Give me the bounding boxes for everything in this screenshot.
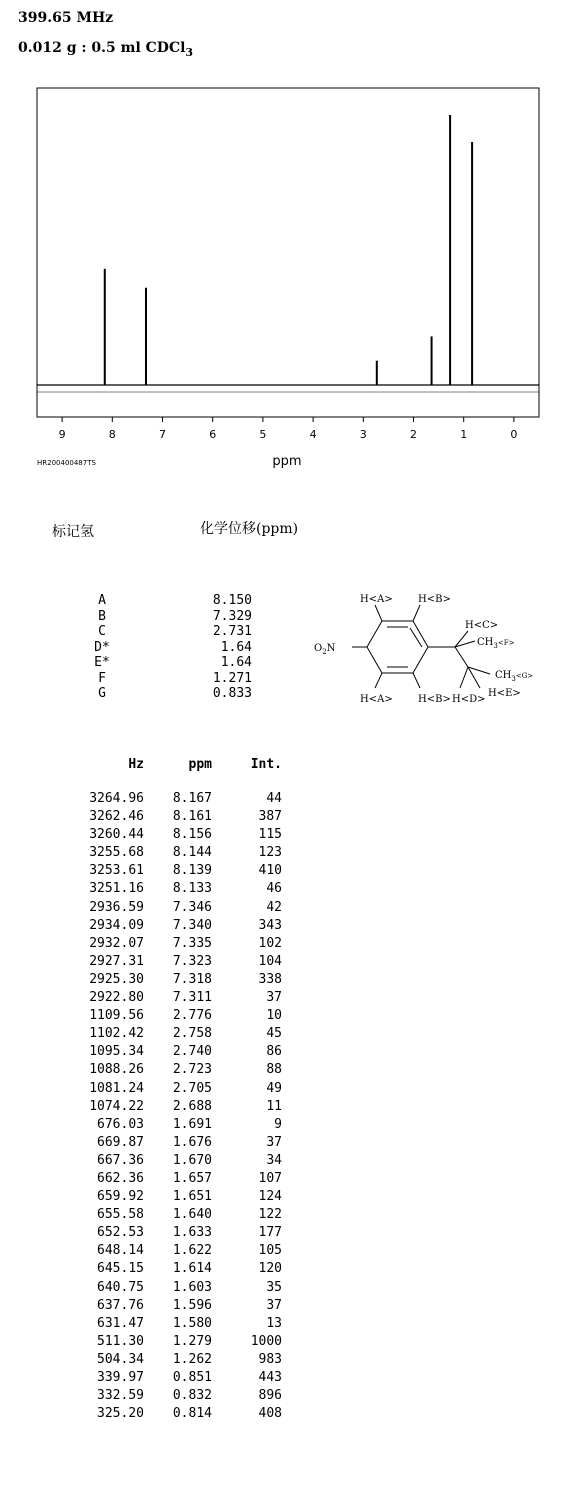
table-row bbox=[60, 1369, 282, 1387]
cell-ppm: 8.133 bbox=[172, 881, 212, 897]
cell-hz: 2925.30 bbox=[89, 971, 144, 987]
cell-int: 42 bbox=[266, 899, 282, 915]
cell-ppm: 7.318 bbox=[172, 971, 212, 987]
cell-ppm: 7.311 bbox=[172, 990, 212, 1006]
assignment-label: C bbox=[98, 624, 106, 639]
cell-ppm: 8.156 bbox=[172, 827, 212, 843]
cell-hz: 3262.46 bbox=[89, 809, 144, 825]
table-row bbox=[60, 1206, 282, 1224]
table-row bbox=[60, 1297, 282, 1315]
cell-hz: 3264.96 bbox=[89, 791, 144, 806]
table-row bbox=[60, 971, 282, 989]
assignment-labels bbox=[82, 593, 122, 702]
assignment-shifts bbox=[172, 593, 252, 702]
cell-int: 105 bbox=[258, 1243, 282, 1259]
cell-int: 983 bbox=[258, 1351, 282, 1367]
cell-int: 35 bbox=[266, 1279, 282, 1295]
cell-hz: 1109.56 bbox=[89, 1008, 144, 1024]
table-row bbox=[60, 1260, 282, 1278]
header-hz: Hz bbox=[128, 757, 144, 772]
cell-int: 123 bbox=[258, 845, 282, 861]
cell-int: 45 bbox=[266, 1026, 282, 1042]
x-tick-label: 9 bbox=[58, 428, 66, 441]
table-row bbox=[60, 1351, 282, 1369]
cell-ppm: 2.723 bbox=[172, 1062, 212, 1078]
cell-ppm: 8.144 bbox=[172, 845, 212, 861]
peak-table-header bbox=[60, 754, 282, 776]
cell-ppm: 1.676 bbox=[172, 1134, 212, 1150]
cell-hz: 631.47 bbox=[97, 1315, 144, 1331]
cell-hz: 2932.07 bbox=[89, 935, 144, 951]
cell-ppm: 0.851 bbox=[172, 1370, 212, 1385]
cell-int: 410 bbox=[258, 863, 282, 879]
header-ppm: ppm bbox=[188, 757, 212, 772]
cell-hz: 652.53 bbox=[97, 1225, 144, 1241]
sample-subscript: 3 bbox=[185, 45, 194, 59]
structure-diagram bbox=[300, 584, 570, 714]
cell-int: 9 bbox=[274, 1116, 282, 1132]
cell-hz: 3255.68 bbox=[89, 845, 144, 861]
cell-int: 13 bbox=[266, 1315, 282, 1331]
cell-hz: 637.76 bbox=[97, 1297, 144, 1313]
cell-hz: 645.15 bbox=[97, 1261, 144, 1277]
cell-int: 107 bbox=[258, 1170, 282, 1186]
cell-ppm: 1.633 bbox=[172, 1225, 212, 1241]
cell-hz: 655.58 bbox=[97, 1207, 144, 1223]
cell-int: 115 bbox=[258, 827, 282, 843]
table-row bbox=[60, 1279, 282, 1297]
header-int: Int. bbox=[250, 757, 282, 772]
cell-int: 343 bbox=[258, 917, 282, 933]
table-row bbox=[60, 862, 282, 880]
table-row bbox=[60, 917, 282, 935]
cell-ppm: 1.670 bbox=[172, 1152, 212, 1168]
table-row bbox=[60, 1043, 282, 1061]
assignment-shift: 0.833 bbox=[212, 686, 252, 701]
table-row bbox=[60, 1007, 282, 1025]
table-row bbox=[60, 1333, 282, 1351]
cell-ppm: 8.161 bbox=[172, 809, 212, 825]
cell-ppm: 1.651 bbox=[172, 1189, 212, 1205]
cell-ppm: 2.688 bbox=[172, 1098, 212, 1114]
h-b-top-label: H<B> bbox=[418, 594, 451, 605]
assignment-label: D* bbox=[94, 639, 110, 655]
cell-int: 34 bbox=[266, 1152, 282, 1168]
assignment-shift: 1.271 bbox=[212, 670, 252, 686]
cell-ppm: 7.340 bbox=[172, 917, 212, 933]
assignment-label: F bbox=[98, 670, 106, 686]
cell-ppm: 2.705 bbox=[172, 1080, 212, 1096]
ch3-g-label: $CH_3^{<G>}$ bbox=[495, 670, 534, 683]
cell-hz: 511.30 bbox=[97, 1333, 144, 1349]
x-tick-label: 6 bbox=[209, 428, 217, 441]
x-axis-label: ppm bbox=[272, 454, 302, 469]
benzene-ring bbox=[352, 605, 490, 688]
cell-hz: 332.59 bbox=[97, 1388, 144, 1404]
cell-int: 120 bbox=[258, 1261, 282, 1277]
x-tick-label: 1 bbox=[460, 428, 468, 441]
cell-hz: 504.34 bbox=[97, 1351, 144, 1367]
table-row bbox=[60, 1242, 282, 1260]
x-tick-label: 4 bbox=[309, 428, 317, 441]
table-row bbox=[60, 826, 282, 844]
table-row bbox=[60, 1188, 282, 1206]
assignment-shift-header: 化学位移(ppm) bbox=[200, 521, 299, 537]
cell-ppm: 1.622 bbox=[172, 1243, 212, 1259]
assignment-label: B bbox=[98, 608, 106, 624]
table-row bbox=[60, 1315, 282, 1333]
cell-ppm: 7.323 bbox=[172, 953, 212, 969]
cell-hz: 339.97 bbox=[97, 1370, 144, 1385]
cell-int: 37 bbox=[266, 990, 282, 1006]
cell-int: 1000 bbox=[250, 1333, 282, 1349]
x-tick-label: 0 bbox=[510, 428, 518, 441]
cell-ppm: 7.335 bbox=[172, 935, 212, 951]
assignment-label: A bbox=[98, 593, 106, 608]
cell-hz: 1074.22 bbox=[89, 1098, 144, 1114]
assignment-label-header: 标记氢 bbox=[52, 524, 94, 540]
cell-int: 46 bbox=[266, 881, 282, 897]
cell-int: 896 bbox=[258, 1388, 282, 1404]
cell-hz: 640.75 bbox=[97, 1279, 144, 1295]
cell-int: 102 bbox=[258, 935, 282, 951]
nmr-spectrum-chart bbox=[0, 80, 570, 480]
cell-hz: 3251.16 bbox=[89, 881, 144, 897]
table-row bbox=[60, 1080, 282, 1098]
cell-int: 408 bbox=[258, 1406, 282, 1422]
cell-ppm: 1.614 bbox=[172, 1261, 212, 1277]
cell-int: 49 bbox=[266, 1080, 282, 1096]
table-row bbox=[60, 880, 282, 898]
sample-concentration bbox=[18, 40, 193, 59]
table-row bbox=[60, 790, 282, 808]
cell-hz: 3253.61 bbox=[89, 863, 144, 879]
cell-hz: 325.20 bbox=[97, 1406, 144, 1422]
cell-int: 104 bbox=[258, 953, 282, 969]
assignment-shift: 2.731 bbox=[212, 624, 252, 639]
cell-ppm: 8.167 bbox=[172, 791, 212, 806]
table-row bbox=[60, 1061, 282, 1079]
table-row bbox=[60, 935, 282, 953]
cell-int: 122 bbox=[258, 1207, 282, 1223]
cell-int: 44 bbox=[266, 791, 282, 806]
table-row bbox=[60, 1387, 282, 1405]
cell-int: 88 bbox=[266, 1062, 282, 1078]
cell-ppm: 7.346 bbox=[172, 899, 212, 915]
cell-hz: 3260.44 bbox=[89, 827, 144, 843]
x-tick-label: 5 bbox=[259, 428, 267, 441]
cell-ppm: 2.758 bbox=[172, 1026, 212, 1042]
assignment-shift: 7.329 bbox=[212, 608, 252, 624]
cell-int: 124 bbox=[258, 1189, 282, 1205]
x-tick-label: 8 bbox=[108, 428, 116, 441]
cell-hz: 667.36 bbox=[97, 1152, 144, 1168]
assignment-shift: 1.64 bbox=[220, 655, 252, 670]
cell-int: 177 bbox=[258, 1225, 282, 1241]
cell-ppm: 1.279 bbox=[172, 1333, 212, 1349]
cell-hz: 1102.42 bbox=[89, 1026, 144, 1042]
table-row bbox=[60, 989, 282, 1007]
cell-ppm: 8.139 bbox=[172, 863, 212, 879]
cell-hz: 662.36 bbox=[97, 1170, 144, 1186]
h-a-top-label: H<A> bbox=[360, 594, 393, 605]
h-a-bottom-label: H<A> bbox=[360, 694, 393, 705]
h-d-label: H<D> bbox=[452, 694, 486, 705]
ch3-f-label: $CH_3^{<F>}$ bbox=[477, 637, 515, 650]
x-tick-label: 7 bbox=[159, 428, 166, 441]
assignment-shift: 1.64 bbox=[220, 639, 252, 655]
table-row bbox=[60, 1405, 282, 1423]
table-row bbox=[60, 899, 282, 917]
cell-hz: 1095.34 bbox=[89, 1044, 144, 1060]
x-tick-label: 3 bbox=[359, 428, 367, 441]
cell-ppm: 2.776 bbox=[172, 1008, 212, 1024]
table-row bbox=[60, 808, 282, 826]
peak-list-table bbox=[60, 754, 282, 1423]
cell-ppm: 1.596 bbox=[172, 1297, 212, 1313]
table-row bbox=[60, 1224, 282, 1242]
cell-hz: 659.92 bbox=[97, 1189, 144, 1205]
cell-ppm: 1.262 bbox=[172, 1351, 212, 1367]
table-row bbox=[60, 953, 282, 971]
cell-ppm: 0.814 bbox=[172, 1406, 212, 1422]
cell-int: 387 bbox=[258, 809, 282, 825]
table-row bbox=[60, 1116, 282, 1134]
cell-hz: 676.03 bbox=[97, 1116, 144, 1132]
cell-int: 37 bbox=[266, 1134, 282, 1150]
cell-hz: 669.87 bbox=[97, 1134, 144, 1150]
cell-ppm: 1.580 bbox=[172, 1315, 212, 1331]
h-e-label: H<E> bbox=[488, 688, 521, 699]
cell-hz: 2927.31 bbox=[89, 953, 144, 969]
h-c-label: H<C> bbox=[465, 620, 499, 631]
no2-label: $O_2N$ bbox=[314, 643, 336, 656]
table-row bbox=[60, 1025, 282, 1043]
table-row bbox=[60, 844, 282, 862]
cell-int: 86 bbox=[266, 1044, 282, 1060]
table-row bbox=[60, 1134, 282, 1152]
cell-hz: 2936.59 bbox=[89, 899, 144, 915]
cell-hz: 648.14 bbox=[97, 1243, 144, 1259]
cell-int: 10 bbox=[266, 1008, 282, 1024]
cell-hz: 2934.09 bbox=[89, 917, 144, 933]
cell-ppm: 1.691 bbox=[172, 1116, 212, 1132]
x-tick-label: 2 bbox=[410, 428, 417, 441]
cell-int: 37 bbox=[266, 1297, 282, 1313]
chart-footer-code: HR200400487TS bbox=[37, 459, 96, 467]
cell-int: 11 bbox=[266, 1098, 282, 1114]
cell-hz: 2922.80 bbox=[89, 990, 144, 1006]
cell-ppm: 1.640 bbox=[172, 1207, 212, 1223]
h-b-bottom-label: H<B> bbox=[418, 694, 451, 705]
cell-ppm: 0.832 bbox=[172, 1388, 212, 1404]
cell-int: 443 bbox=[258, 1370, 282, 1385]
spectrometer-frequency: 399.65 MHz bbox=[18, 10, 114, 26]
assignment-label: G bbox=[98, 686, 106, 701]
plot-frame bbox=[37, 88, 539, 417]
cell-ppm: 1.603 bbox=[172, 1279, 212, 1295]
table-row bbox=[60, 1170, 282, 1188]
cell-ppm: 1.657 bbox=[172, 1170, 212, 1186]
assignment-label: E* bbox=[94, 655, 110, 670]
assignment-shift: 8.150 bbox=[212, 593, 252, 608]
cell-ppm: 2.740 bbox=[172, 1044, 212, 1060]
table-row bbox=[60, 1152, 282, 1170]
table-row bbox=[60, 1098, 282, 1116]
cell-int: 338 bbox=[258, 971, 282, 987]
cell-hz: 1088.26 bbox=[89, 1062, 144, 1078]
cell-hz: 1081.24 bbox=[89, 1080, 144, 1096]
sample-text: 0.012 g : 0.5 ml CDCl bbox=[18, 40, 186, 56]
